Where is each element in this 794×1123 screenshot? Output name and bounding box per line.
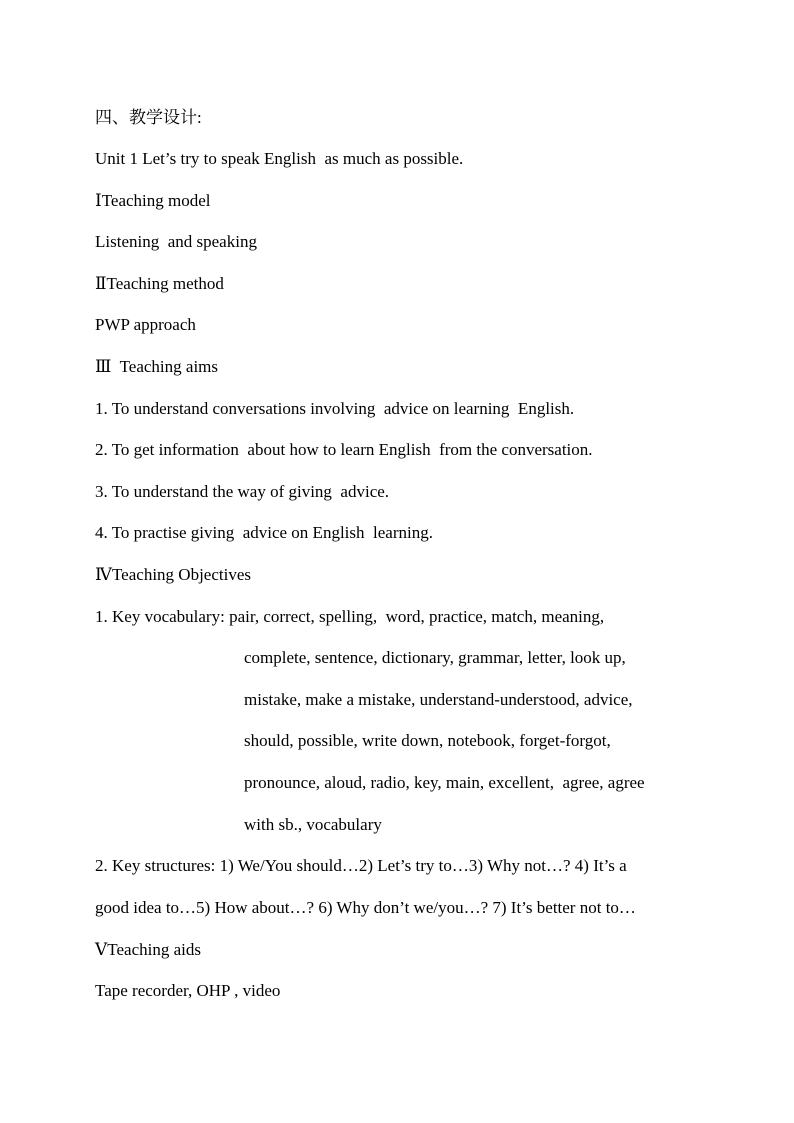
teaching-aim-item: 1. To understand conversations involving advice on learning English. [95, 399, 575, 418]
teaching-aims-heading: Ⅲ Teaching aims [95, 357, 219, 376]
key-structures-line: good idea to…5) How about…? 6) Why don’t we/you…? 7) It’s better not to… [95, 898, 636, 917]
section-heading: 四、教学设计: [95, 108, 202, 127]
key-vocabulary-continuation: complete, sentence, dictionary, grammar, letter, look up, [244, 648, 626, 667]
key-vocabulary-continuation: mistake, make a mistake, understand-understood, advice, [244, 690, 633, 709]
key-vocabulary-continuation: pronounce, aloud, radio, key, main, excellent, agree, agree [244, 773, 645, 792]
key-vocabulary-continuation: should, possible, write down, notebook, forget-forgot, [244, 731, 611, 750]
teaching-aim-item: 3. To understand the way of giving advice. [95, 482, 390, 501]
teaching-aim-item: 4. To practise giving advice on English learning. [95, 523, 433, 542]
teaching-model-heading: ⅠTeaching model [95, 191, 211, 210]
teaching-aids-value: Tape recorder, OHP , video [95, 981, 281, 1000]
unit-title: Unit 1 Let’s try to speak English as much as possible. [95, 149, 464, 168]
teaching-model-value: Listening and speaking [95, 232, 257, 251]
key-vocabulary-line: 1. Key vocabulary: pair, correct, spelling, word, practice, match, meaning, [95, 607, 605, 626]
teaching-aids-heading: ⅤTeaching aids [95, 940, 201, 959]
key-vocabulary-continuation: with sb., vocabulary [244, 815, 382, 834]
teaching-objectives-heading: ⅣTeaching Objectives [95, 565, 251, 584]
teaching-aim-item: 2. To get information about how to learn English from the conversation. [95, 440, 593, 459]
teaching-method-heading: ⅡTeaching method [95, 274, 224, 293]
teaching-method-value: PWP approach [95, 315, 196, 334]
key-structures-line: 2. Key structures: 1) We/You should…2) Let’s try to…3) Why not…? 4) It’s a [95, 856, 627, 875]
